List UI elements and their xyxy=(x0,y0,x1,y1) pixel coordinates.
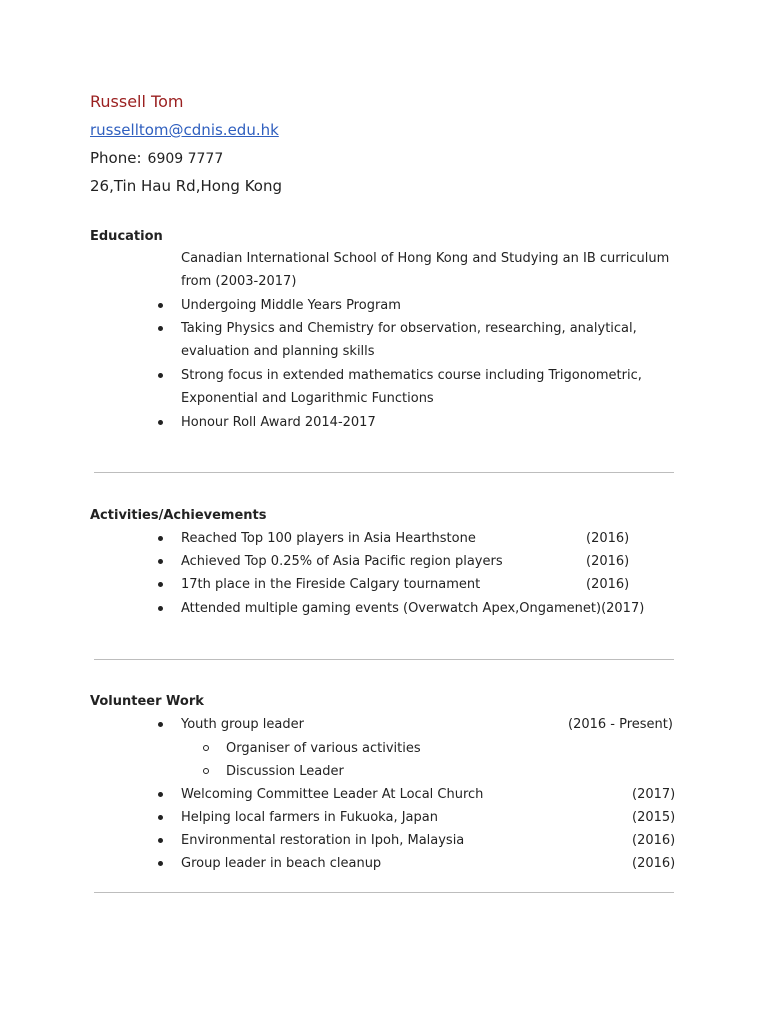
volunteer-sub-item: Discussion Leader xyxy=(226,764,344,779)
email-link[interactable]: russelltom@cdnis.edu.hk xyxy=(90,121,279,139)
bullet-icon xyxy=(158,419,166,427)
bullet-icon xyxy=(158,860,166,868)
bullet-icon xyxy=(158,721,166,729)
education-intro-line2: from (2003-2017) xyxy=(181,274,297,289)
sub-bullet-icon xyxy=(203,745,211,753)
education-item: Taking Physics and Chemistry for observation, researching, analytical, xyxy=(181,321,637,336)
education-item: Undergoing Middle Years Program xyxy=(181,298,401,313)
bullet-icon xyxy=(158,605,166,613)
volunteer-year: (2016) xyxy=(632,833,676,848)
phone-number: 6909 7777 xyxy=(147,151,224,167)
sub-bullet-icon xyxy=(203,768,211,776)
education-item-cont: Exponential and Logarithmic Functions xyxy=(181,391,434,406)
activity-item: 17th place in the Fireside Calgary tournament xyxy=(181,577,481,592)
phone-label: Phone: xyxy=(90,149,142,167)
bullet-icon xyxy=(158,837,166,845)
bullet-icon xyxy=(158,535,166,543)
bullet-icon xyxy=(158,302,166,310)
activity-item xyxy=(181,601,644,616)
bullet-icon xyxy=(158,325,166,333)
volunteer-year: (2016 - Present) xyxy=(568,717,673,732)
volunteer-item: Group leader in beach cleanup xyxy=(181,856,382,871)
education-item: Strong focus in extended mathematics course including Trigonometric, xyxy=(181,368,642,383)
bullet-icon xyxy=(158,581,166,589)
section-divider xyxy=(94,472,674,473)
activity-year: (2017) xyxy=(601,601,645,616)
section-divider xyxy=(94,892,674,893)
activity-year: (2016) xyxy=(586,577,630,592)
volunteer-year: (2015) xyxy=(632,810,676,825)
activity-item: Reached Top 100 players in Asia Hearthstone xyxy=(181,531,476,546)
volunteer-item: Environmental restoration in Ipoh, Malaysia xyxy=(181,833,465,848)
address: 26,Tin Hau Rd,Hong Kong xyxy=(90,177,283,195)
activity-item-text: Attended multiple gaming events (Overwatch Apex,Ongamenet) xyxy=(181,601,602,616)
bullet-icon xyxy=(158,372,166,380)
phone-line xyxy=(90,149,223,167)
education-heading: Education xyxy=(90,229,163,244)
volunteer-year: (2017) xyxy=(632,787,676,802)
resume-name: Russell Tom xyxy=(90,92,184,111)
bullet-icon xyxy=(158,791,166,799)
activity-item: Achieved Top 0.25% of Asia Pacific region players xyxy=(181,554,503,569)
bullet-icon xyxy=(158,814,166,822)
volunteer-sub-item: Organiser of various activities xyxy=(226,741,421,756)
volunteer-item: Helping local farmers in Fukuoka, Japan xyxy=(181,810,438,825)
volunteer-year: (2016) xyxy=(632,856,676,871)
education-item-cont: evaluation and planning skills xyxy=(181,344,375,359)
volunteer-item: Welcoming Committee Leader At Local Church xyxy=(181,787,484,802)
activities-heading: Activities/Achievements xyxy=(90,508,267,523)
education-item: Honour Roll Award 2014-2017 xyxy=(181,415,376,430)
bullet-icon xyxy=(158,558,166,566)
section-divider xyxy=(94,659,674,660)
volunteer-heading: Volunteer Work xyxy=(90,694,204,709)
volunteer-item: Youth group leader xyxy=(181,717,304,732)
education-intro-line1: Canadian International School of Hong Kong and Studying an IB curriculum xyxy=(181,251,670,266)
activity-year: (2016) xyxy=(586,554,630,569)
activity-year: (2016) xyxy=(586,531,630,546)
